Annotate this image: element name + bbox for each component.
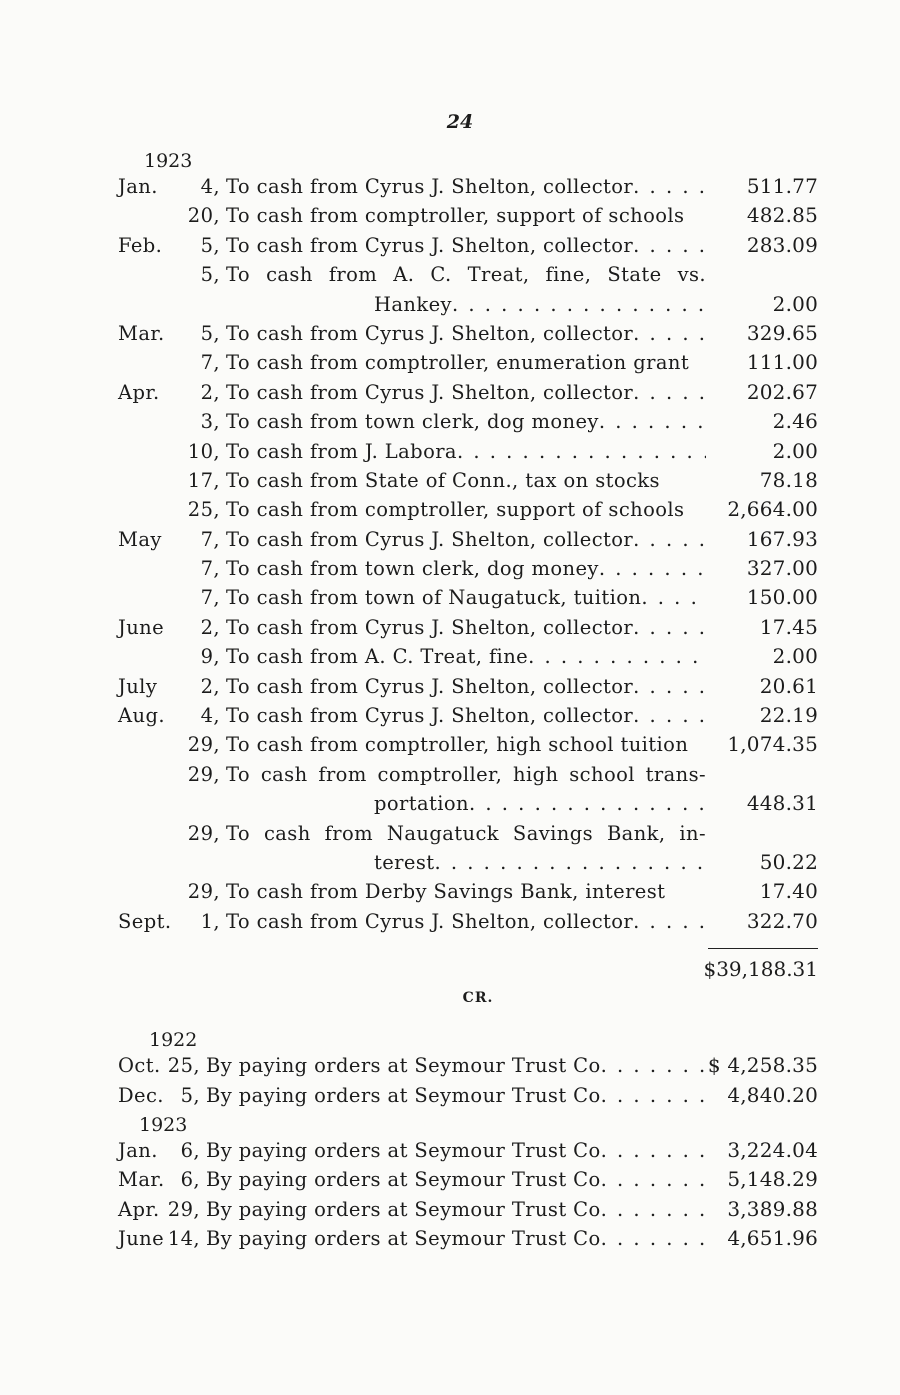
debit-row — [118, 583, 818, 612]
debit-row — [118, 407, 818, 436]
entry-day: 29, — [187, 733, 220, 757]
entry-amount: 2.00 — [772, 644, 818, 669]
entry-description — [200, 1051, 706, 1080]
entry-amount: 17.45 — [759, 614, 818, 639]
entry-amount: 482.85 — [746, 203, 818, 228]
debit-row — [118, 260, 818, 289]
debit-entries — [118, 172, 818, 936]
entry-text: To cash from Cyrus J. Shelton, collector — [226, 674, 634, 698]
entry-description — [220, 848, 706, 877]
entry-day: 6, — [180, 1168, 200, 1192]
entry-day: 29, — [187, 762, 220, 786]
leader-dots — [633, 613, 706, 642]
entry-description — [220, 201, 706, 230]
entry-text: portation — [374, 792, 469, 816]
entry-description — [220, 789, 706, 818]
entry-description — [220, 583, 706, 612]
entry-description — [220, 877, 706, 906]
entry-day: 20, — [187, 204, 220, 228]
entry-description — [220, 495, 706, 524]
entry-amount: 17.40 — [759, 879, 818, 904]
entry-month: Apr. — [118, 1197, 160, 1221]
leader-dots — [601, 1051, 706, 1080]
entry-amount: 5,148.29 — [727, 1167, 818, 1192]
entry-day: 7, — [200, 557, 220, 581]
entry-description — [220, 701, 706, 730]
entry-description — [200, 1224, 706, 1253]
entry-description — [220, 613, 706, 642]
entry-day: 29, — [187, 821, 220, 845]
debit-row — [118, 437, 818, 466]
entry-amount: 327.00 — [746, 556, 818, 581]
debit-row — [118, 730, 818, 759]
leader-dots — [457, 437, 706, 466]
entry-text: By paying orders at Seymour Trust Co — [206, 1054, 601, 1078]
leader-dots — [633, 319, 706, 348]
debit-row — [118, 231, 818, 260]
entry-day: 7, — [200, 527, 220, 551]
entry-text: To cash from State of Conn., tax on stocks — [226, 468, 660, 492]
entry-text: To cash from Cyrus J. Shelton, collector — [226, 233, 634, 257]
leader-dots — [601, 1081, 706, 1110]
entry-description — [220, 172, 706, 201]
entry-text: Hankey — [374, 292, 452, 316]
credit-row — [118, 1051, 818, 1080]
debit-row — [118, 642, 818, 671]
entry-text: By paying orders at Seymour Trust Co — [206, 1083, 601, 1107]
credit-heading: CR. — [462, 990, 494, 1007]
entry-amount: 22.19 — [759, 703, 818, 728]
entry-text: To cash from comptroller, support of schools — [226, 498, 685, 522]
leader-dots — [633, 672, 706, 701]
leader-dots — [528, 642, 706, 671]
credit-row — [118, 1224, 818, 1253]
entry-month: Aug. — [118, 704, 165, 728]
entry-amount: 4,840.20 — [727, 1082, 818, 1107]
leader-dots — [633, 907, 706, 936]
debit-row — [118, 789, 818, 818]
entry-month: June — [118, 1227, 165, 1251]
entry-text: To cash from Cyrus J. Shelton, collector — [226, 909, 634, 933]
year-heading: 1922 — [149, 1029, 198, 1052]
entry-text: To cash from Cyrus J. Shelton, collector — [226, 175, 634, 198]
entry-day: 1, — [200, 909, 220, 933]
entry-month: June — [118, 615, 165, 639]
ledger — [118, 146, 818, 1254]
leader-dots — [633, 172, 706, 201]
entry-description — [220, 407, 706, 436]
entry-text: By paying orders at Seymour Trust Co — [206, 1197, 601, 1221]
entry-day: 29, — [167, 1197, 200, 1221]
debit-row — [118, 672, 818, 701]
entry-description — [200, 1136, 706, 1165]
entry-month: Mar. — [118, 1168, 165, 1192]
entry-text: By paying orders at Seymour Trust Co — [206, 1227, 601, 1251]
entry-description — [220, 642, 706, 671]
leader-dots — [452, 290, 706, 319]
entry-text: terest — [374, 850, 435, 874]
leader-dots — [599, 554, 706, 583]
debit-row — [118, 701, 818, 730]
credit-row — [118, 1165, 818, 1194]
debit-row — [118, 378, 818, 407]
debit-row — [118, 760, 818, 789]
debit-row — [118, 319, 818, 348]
entry-month: Sept. — [118, 909, 172, 933]
entry-month: Jan. — [118, 1138, 158, 1162]
leader-dots — [601, 1195, 706, 1224]
entry-amount: 167.93 — [746, 526, 818, 551]
entry-amount: 511.77 — [746, 174, 818, 198]
entry-description — [200, 1195, 706, 1224]
entry-text: By paying orders at Seymour Trust Co — [206, 1168, 601, 1192]
entry-text: To cash from Cyrus J. Shelton, collector — [226, 321, 634, 345]
entry-amount: 111.00 — [746, 350, 818, 375]
entry-month: Dec. — [118, 1083, 164, 1107]
entry-day: 2, — [200, 615, 220, 639]
entry-day: 25, — [167, 1054, 200, 1078]
entry-text: To cash from Naugatuck Savings Bank, in- — [226, 821, 706, 845]
debit-row — [118, 348, 818, 377]
entry-day: 4, — [200, 175, 220, 198]
entry-day: 5, — [200, 321, 220, 345]
entry-text: To cash from town clerk, dog money — [226, 557, 599, 581]
entry-text: To cash from Cyrus J. Shelton, collector — [226, 527, 634, 551]
entry-day: 9, — [200, 645, 220, 669]
leader-dots — [633, 525, 706, 554]
entry-day: 14, — [167, 1227, 200, 1251]
leader-dots — [633, 378, 706, 407]
entry-day: 5, — [200, 263, 220, 287]
entry-text: To cash from Cyrus J. Shelton, collector — [226, 380, 634, 404]
leader-dots — [601, 1224, 706, 1253]
leader-dots — [601, 1165, 706, 1194]
entry-description — [220, 554, 706, 583]
entry-amount: $ 4,258.35 — [707, 1053, 818, 1078]
entry-text: To cash from comptroller, high school trans- — [226, 762, 706, 786]
entry-description — [220, 760, 706, 789]
page-number: 24 — [446, 111, 474, 133]
leader-dots — [633, 231, 706, 260]
entry-description — [220, 348, 706, 377]
entry-description — [220, 466, 706, 495]
entry-amount: 329.65 — [746, 320, 818, 345]
debit-row — [118, 172, 818, 201]
entry-text: To cash from town clerk, dog money — [226, 410, 599, 434]
entry-day: 17, — [187, 468, 220, 492]
entry-day: 10, — [187, 439, 220, 463]
entry-description — [220, 260, 706, 289]
entry-description — [220, 290, 706, 319]
debit-row — [118, 201, 818, 230]
entry-day: 29, — [187, 880, 220, 904]
entry-amount: 448.31 — [746, 791, 818, 816]
entry-month: Apr. — [118, 380, 160, 404]
debit-row — [118, 819, 818, 848]
entry-description — [220, 378, 706, 407]
debit-row — [118, 495, 818, 524]
entry-month: July — [118, 674, 158, 698]
entry-description — [220, 231, 706, 260]
entry-description — [200, 1081, 706, 1110]
entry-amount: 322.70 — [746, 908, 818, 933]
debit-row — [118, 466, 818, 495]
entry-day: 25, — [187, 498, 220, 522]
entry-day: 7, — [200, 351, 220, 375]
leader-dots — [599, 407, 706, 436]
credit-row — [118, 1195, 818, 1224]
credit-entries — [118, 1025, 818, 1253]
entry-amount: 1,074.35 — [727, 732, 818, 757]
entry-description — [200, 1165, 706, 1194]
entry-description — [220, 730, 706, 759]
leader-dots — [601, 1136, 706, 1165]
leader-dots — [434, 848, 706, 877]
debit-total: $39,188.31 — [703, 957, 818, 982]
entry-month: Feb. — [118, 233, 163, 257]
entry-amount: 20.61 — [759, 673, 818, 698]
entry-text: To cash from comptroller, support of schools — [226, 204, 685, 228]
entry-amount: 3,224.04 — [727, 1137, 818, 1162]
entry-month: May — [118, 527, 162, 551]
entry-amount: 2,664.00 — [727, 497, 818, 522]
entry-day: 2, — [200, 674, 220, 698]
entry-amount: 150.00 — [746, 585, 818, 610]
year-heading: 1923 — [144, 150, 193, 172]
entry-amount: 283.09 — [746, 232, 818, 257]
entry-month: Oct. — [118, 1054, 161, 1078]
credit-row — [118, 1081, 818, 1110]
entry-text: To cash from A. C. Treat, fine — [226, 645, 529, 669]
entry-amount: 2.46 — [772, 409, 818, 434]
debit-row — [118, 907, 818, 936]
entry-amount: 3,389.88 — [727, 1196, 818, 1221]
debit-row — [118, 554, 818, 583]
entry-description — [220, 437, 706, 466]
entry-day: 2, — [200, 380, 220, 404]
leader-dots — [469, 789, 706, 818]
entry-day: 7, — [200, 586, 220, 610]
entry-amount: 78.18 — [759, 467, 818, 492]
debit-row — [118, 877, 818, 906]
leader-dots — [633, 701, 706, 730]
entry-day: 5, — [200, 233, 220, 257]
entry-description — [220, 907, 706, 936]
entry-amount: 2.00 — [772, 438, 818, 463]
entry-text: To cash from Cyrus J. Shelton, collector — [226, 615, 634, 639]
entry-amount: 4,651.96 — [727, 1226, 818, 1251]
debit-row — [118, 525, 818, 554]
entry-text: To cash from Cyrus J. Shelton, collector — [226, 704, 634, 728]
leader-dots — [641, 583, 706, 612]
debit-row — [118, 613, 818, 642]
debit-row — [118, 290, 818, 319]
entry-description — [220, 525, 706, 554]
entry-month: Mar. — [118, 321, 165, 345]
year-heading: 1923 — [139, 1113, 188, 1136]
entry-text: To cash from Derby Savings Bank, interest — [226, 880, 666, 904]
debit-row — [118, 848, 818, 877]
entry-text: To cash from town of Naugatuck, tuition — [226, 586, 642, 610]
entry-amount: 2.00 — [772, 291, 818, 316]
entry-amount: 50.22 — [759, 849, 818, 874]
entry-day: 4, — [200, 704, 220, 728]
entry-month: Jan. — [118, 175, 158, 198]
entry-text: To cash from comptroller, high school tuition — [226, 733, 689, 757]
entry-amount: 202.67 — [746, 379, 818, 404]
entry-description — [220, 819, 706, 848]
entry-text: To cash from A. C. Treat, fine, State vs. — [226, 263, 706, 287]
entry-description — [220, 672, 706, 701]
entry-day: 5, — [180, 1083, 200, 1107]
entry-text: By paying orders at Seymour Trust Co — [206, 1138, 601, 1162]
entry-day: 3, — [200, 410, 220, 434]
entry-description — [220, 319, 706, 348]
entry-text: To cash from comptroller, enumeration grant — [226, 351, 690, 375]
entry-day: 6, — [180, 1138, 200, 1162]
entry-text: To cash from J. Labora — [226, 439, 457, 463]
credit-row — [118, 1136, 818, 1165]
